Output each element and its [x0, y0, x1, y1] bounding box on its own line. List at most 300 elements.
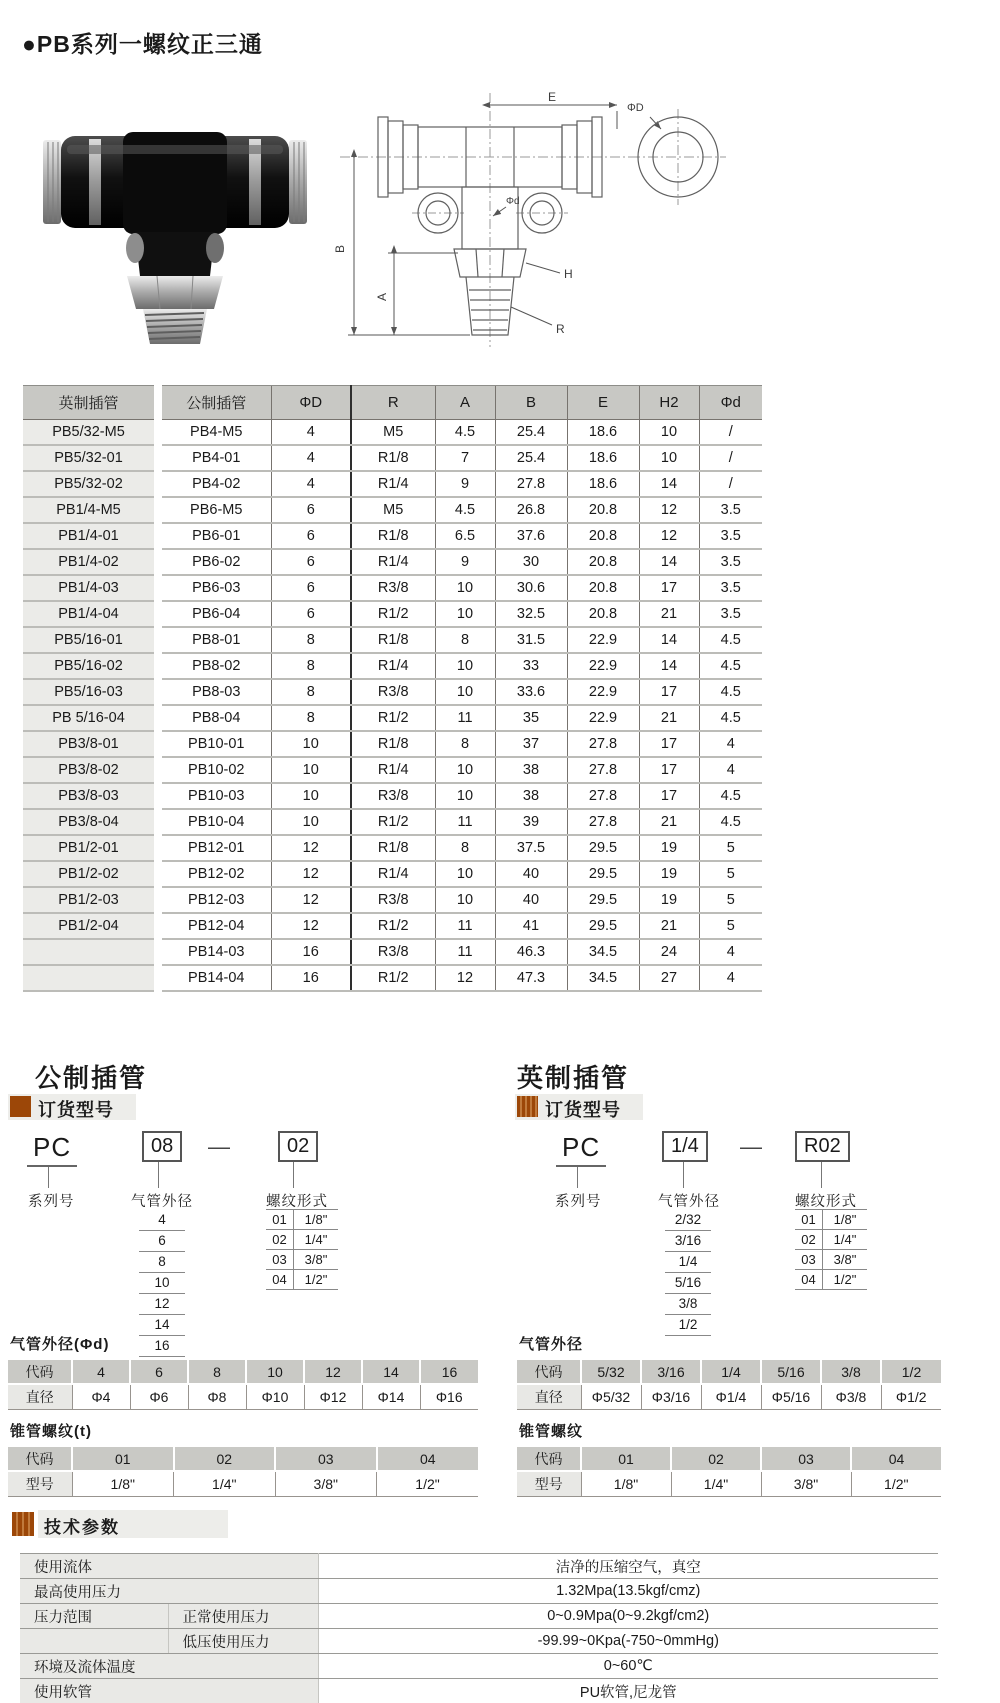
table-cell: PB12-04 [158, 913, 271, 939]
table-cell: M5 [351, 497, 435, 523]
row-label: 代码 [8, 1447, 72, 1471]
table-cell: 17 [639, 679, 699, 705]
table-cell: 21 [639, 913, 699, 939]
thread-table-imperial [517, 1447, 941, 1497]
table-cell: 17 [639, 575, 699, 601]
table-cell: R1/2 [351, 601, 435, 627]
tech-cell: 使用流体 [20, 1554, 318, 1579]
table-row [23, 523, 762, 549]
table-cell: 20.8 [567, 523, 639, 549]
table-cell: 1/4 [701, 1360, 761, 1384]
size-code-box: 1/4 [662, 1131, 708, 1162]
series-name-label: 系列号 [555, 1194, 602, 1210]
table-cell: PB1/4-01 [23, 523, 158, 549]
od-diameters-row [8, 1384, 478, 1410]
table-row [23, 939, 762, 965]
table-row [23, 575, 762, 601]
table-cell: R3/8 [351, 575, 435, 601]
table-cell: 1/8" [72, 1471, 174, 1497]
od-table-metric [8, 1360, 478, 1410]
tech-cell: PU软管,尼龙管 [318, 1679, 938, 1703]
table-cell: 30 [495, 549, 567, 575]
table-cell: Φ3/16 [641, 1384, 701, 1410]
order-code-icon [517, 1096, 538, 1117]
tube-od-option: 3/16 [665, 1231, 711, 1252]
table-cell: 6.5 [435, 523, 495, 549]
table-cell: 11 [435, 705, 495, 731]
row-label: 型号 [517, 1471, 581, 1497]
table-cell: 32.5 [495, 601, 567, 627]
table-cell: 17 [639, 731, 699, 757]
table-cell: 4 [699, 965, 762, 991]
table-cell: R1/2 [351, 809, 435, 835]
table-cell: PB10-02 [158, 757, 271, 783]
tube-od-label: 气管外径 [658, 1194, 720, 1210]
thread-code: 04 [266, 1270, 294, 1289]
thread-option-row [795, 1250, 867, 1270]
tech-cell: 洁净的压缩空气，真空 [318, 1554, 938, 1579]
table-cell: 40 [495, 887, 567, 913]
tech-cell: 0~60℃ [318, 1654, 938, 1679]
table-cell: 4.5 [435, 420, 495, 446]
table-cell: 10 [271, 809, 351, 835]
table-cell: R3/8 [351, 887, 435, 913]
table-cell: R1/2 [351, 965, 435, 991]
table-cell: 18.6 [567, 471, 639, 497]
table-cell: 10 [639, 420, 699, 446]
col-header-h2: H2 [639, 386, 699, 420]
table-cell: 3/8 [821, 1360, 881, 1384]
table-cell: M5 [351, 420, 435, 446]
table-cell: 8 [271, 705, 351, 731]
table-cell: 01 [72, 1447, 174, 1471]
table-cell: 20.8 [567, 549, 639, 575]
table-cell: 10 [435, 783, 495, 809]
thread-table-imperial-title: 锥管螺纹 [519, 1423, 584, 1440]
table-row [23, 809, 762, 835]
table-cell: PB10-04 [158, 809, 271, 835]
table-cell: 26.8 [495, 497, 567, 523]
table-cell: 14 [639, 653, 699, 679]
table-cell: 8 [271, 679, 351, 705]
table-cell: 40 [495, 861, 567, 887]
table-cell: 4 [271, 471, 351, 497]
table-cell: 3.5 [699, 523, 762, 549]
table-cell: PB5/32-02 [23, 471, 158, 497]
table-cell: 10 [435, 601, 495, 627]
table-cell: Φ12 [304, 1384, 362, 1410]
tech-cell [20, 1629, 168, 1654]
table-row [23, 679, 762, 705]
table-cell: 10 [246, 1360, 304, 1384]
table-cell: Φ10 [246, 1384, 304, 1410]
table-cell: 37 [495, 731, 567, 757]
thread-size: 1/4" [304, 1232, 328, 1247]
table-cell: R1/4 [351, 861, 435, 887]
order-code-icon [10, 1096, 31, 1117]
table-cell: 12 [271, 835, 351, 861]
series-code: PC [27, 1132, 77, 1167]
table-cell: 6 [130, 1360, 188, 1384]
row-label: 直径 [8, 1384, 72, 1410]
col-header-metric: 公制插管 [158, 386, 271, 420]
table-row [23, 471, 762, 497]
thread-option-row [795, 1230, 867, 1250]
thread-form-options [795, 1209, 867, 1290]
col-header-phid: Φd [699, 386, 762, 420]
table-row [23, 887, 762, 913]
table-cell: 7 [435, 445, 495, 471]
table-cell: 25.4 [495, 445, 567, 471]
thread-code: 04 [795, 1270, 823, 1289]
table-cell: PB1/4-02 [23, 549, 158, 575]
table-cell: PB 5/16-04 [23, 705, 158, 731]
table-cell: PB6-04 [158, 601, 271, 627]
table-cell: 14 [639, 549, 699, 575]
thread-option-row [795, 1270, 867, 1290]
technical-drawing [330, 85, 730, 355]
thread-code: 01 [795, 1210, 823, 1229]
thread-size: 3/8" [833, 1252, 857, 1267]
tube-od-option: 6 [139, 1231, 185, 1252]
table-cell: PB14-03 [158, 939, 271, 965]
tube-od-option: 5/16 [665, 1273, 711, 1294]
table-row [23, 549, 762, 575]
thread-codes-row [8, 1447, 478, 1471]
od-table-imperial [517, 1360, 941, 1410]
table-cell: 1/4" [671, 1471, 761, 1497]
table-cell: Φ4 [72, 1384, 130, 1410]
table-cell: 10 [435, 653, 495, 679]
table-cell: / [699, 420, 762, 446]
table-cell: R1/8 [351, 445, 435, 471]
thread-option-row [266, 1230, 338, 1250]
table-cell: 6 [271, 497, 351, 523]
table-cell: 19 [639, 887, 699, 913]
od-table-metric-title: 气管外径(Φd) [10, 1336, 110, 1353]
dim-label-a: A [375, 292, 389, 301]
table-cell: PB10-03 [158, 783, 271, 809]
table-cell: 1/8" [581, 1471, 671, 1497]
table-cell: 9 [435, 471, 495, 497]
table-cell: 5 [699, 861, 762, 887]
table-cell: 34.5 [567, 965, 639, 991]
table-cell [23, 965, 158, 991]
table-cell: 29.5 [567, 913, 639, 939]
table-cell: PB4-M5 [158, 420, 271, 446]
metric-order-section [0, 1040, 480, 1360]
tube-od-option: 16 [139, 1336, 185, 1357]
thread-form-label: 螺纹形式 [266, 1194, 328, 1210]
table-cell: 11 [435, 939, 495, 965]
thread-code: 02 [266, 1230, 294, 1249]
table-cell: 12 [271, 861, 351, 887]
tech-params-title: 技术参数 [44, 1518, 120, 1537]
table-cell: PB8-01 [158, 627, 271, 653]
thread-code-box: 02 [278, 1131, 318, 1162]
dim-label-phid: Φd [506, 196, 520, 207]
series-name-label: 系列号 [28, 1194, 75, 1210]
table-cell: 3.5 [699, 575, 762, 601]
tube-od-option: 12 [139, 1294, 185, 1315]
table-cell: 38 [495, 757, 567, 783]
table-cell: 16 [271, 965, 351, 991]
table-cell: 34.5 [567, 939, 639, 965]
table-row [23, 497, 762, 523]
table-cell: R3/8 [351, 679, 435, 705]
tube-od-option: 3/8 [665, 1294, 711, 1315]
table-cell: 10 [435, 757, 495, 783]
table-cell: 12 [271, 913, 351, 939]
col-header-e: E [567, 386, 639, 420]
table-row [23, 965, 762, 991]
table-cell: PB8-03 [158, 679, 271, 705]
table-cell: 27.8 [495, 471, 567, 497]
table-cell: 24 [639, 939, 699, 965]
od-table-metric-wrap [8, 1333, 478, 1410]
thread-code: 03 [795, 1250, 823, 1269]
table-cell: PB6-02 [158, 549, 271, 575]
od-codes-row [517, 1360, 941, 1384]
thread-code-box: R02 [795, 1131, 850, 1162]
table-cell: 10 [435, 861, 495, 887]
table-cell: PB4-01 [158, 445, 271, 471]
tech-cell: 1.32Mpa(13.5kgf/cmz) [318, 1579, 938, 1604]
table-cell: 14 [639, 627, 699, 653]
thread-option-row [795, 1210, 867, 1230]
table-cell: 3.5 [699, 497, 762, 523]
thread-table-imperial-wrap [517, 1420, 941, 1497]
table-cell: PB5/16-01 [23, 627, 158, 653]
table-cell: 04 [851, 1447, 941, 1471]
table-row [23, 913, 762, 939]
table-cell: PB5/16-03 [23, 679, 158, 705]
table-cell: 1/2" [377, 1471, 479, 1497]
row-label: 代码 [8, 1360, 72, 1384]
table-cell: 33.6 [495, 679, 567, 705]
table-row [23, 653, 762, 679]
dim-label-b: B [333, 244, 347, 253]
table-cell: / [699, 445, 762, 471]
tech-cell: 使用软管 [20, 1679, 318, 1703]
code-dash: — [740, 1134, 762, 1159]
table-cell: 8 [435, 731, 495, 757]
table-row [23, 445, 762, 471]
table-cell: 35 [495, 705, 567, 731]
row-label: 型号 [8, 1471, 72, 1497]
tech-cell: 低压使用压力 [168, 1629, 318, 1654]
table-cell: 18.6 [567, 445, 639, 471]
thread-code: 03 [266, 1250, 294, 1269]
table-row [23, 601, 762, 627]
table-cell: Φ1/4 [701, 1384, 761, 1410]
connector-line [683, 1162, 684, 1188]
table-cell: 3/16 [641, 1360, 701, 1384]
spec-table-body [23, 420, 762, 992]
table-cell: 10 [435, 575, 495, 601]
table-cell: Φ1/2 [881, 1384, 941, 1410]
table-cell: R3/8 [351, 783, 435, 809]
table-cell: 38 [495, 783, 567, 809]
table-cell: 6 [271, 601, 351, 627]
thread-table-metric-title: 锥管螺纹(t) [10, 1423, 92, 1440]
table-cell: 25.4 [495, 420, 567, 446]
table-cell: 8 [435, 627, 495, 653]
imperial-section-heading: 英制插管 [517, 1063, 630, 1093]
connector-line [821, 1162, 822, 1188]
table-cell: 12 [639, 497, 699, 523]
table-cell: 10 [639, 445, 699, 471]
table-cell: 4 [271, 445, 351, 471]
table-cell: 16 [271, 939, 351, 965]
table-cell: 27 [639, 965, 699, 991]
tech-row [20, 1679, 938, 1703]
od-diameters-row [517, 1384, 941, 1410]
table-cell: PB12-03 [158, 887, 271, 913]
spec-table-header-row [23, 386, 762, 420]
thread-size: 1/8" [304, 1212, 328, 1227]
table-cell: 8 [271, 627, 351, 653]
table-cell: 3.5 [699, 601, 762, 627]
table-cell: PB1/2-04 [23, 913, 158, 939]
table-cell: 27.8 [567, 783, 639, 809]
table-cell: 3/8" [761, 1471, 851, 1497]
table-cell: 10 [435, 679, 495, 705]
table-cell: 33 [495, 653, 567, 679]
connector-line [48, 1167, 49, 1188]
thread-code: 02 [795, 1230, 823, 1249]
table-cell: 18.6 [567, 420, 639, 446]
table-cell: 10 [435, 887, 495, 913]
table-cell: 4 [72, 1360, 130, 1384]
table-cell: 9 [435, 549, 495, 575]
table-cell: PB12-01 [158, 835, 271, 861]
table-cell: 02 [671, 1447, 761, 1471]
table-cell: PB1/2-02 [23, 861, 158, 887]
table-cell: 14 [362, 1360, 420, 1384]
table-cell: 03 [275, 1447, 377, 1471]
table-cell: PB5/32-01 [23, 445, 158, 471]
tech-cell: 最高使用压力 [20, 1579, 318, 1604]
table-cell: 4.5 [699, 627, 762, 653]
table-cell: 10 [271, 731, 351, 757]
table-cell: 17 [639, 783, 699, 809]
table-cell: Φ14 [362, 1384, 420, 1410]
table-cell: R1/4 [351, 549, 435, 575]
table-cell: 4 [699, 757, 762, 783]
table-cell: 22.9 [567, 705, 639, 731]
table-cell: 14 [639, 471, 699, 497]
table-cell: 37.6 [495, 523, 567, 549]
table-cell: R1/8 [351, 835, 435, 861]
table-cell: PB3/8-01 [23, 731, 158, 757]
table-cell: 21 [639, 601, 699, 627]
table-cell: 29.5 [567, 835, 639, 861]
table-cell: Φ3/8 [821, 1384, 881, 1410]
table-cell: 12 [271, 887, 351, 913]
table-cell: PB5/32-M5 [23, 420, 158, 446]
table-cell: 4.5 [435, 497, 495, 523]
table-cell: 22.9 [567, 627, 639, 653]
table-cell: 10 [271, 783, 351, 809]
row-label: 代码 [517, 1360, 581, 1384]
table-cell: 11 [435, 809, 495, 835]
col-header-r: R [351, 386, 435, 420]
thread-option-row [266, 1210, 338, 1230]
table-cell: 3.5 [699, 549, 762, 575]
table-cell: 4 [699, 939, 762, 965]
thread-form-options [266, 1209, 338, 1290]
tech-cell: 0~0.9Mpa(0~9.2kgf/cm2) [318, 1604, 938, 1629]
table-cell: PB6-M5 [158, 497, 271, 523]
table-cell: R1/8 [351, 731, 435, 757]
thread-option-row [266, 1270, 338, 1290]
table-cell: R1/8 [351, 523, 435, 549]
table-cell: 29.5 [567, 887, 639, 913]
order-code-label: 订货型号 [38, 1100, 114, 1120]
row-label: 代码 [517, 1447, 581, 1471]
table-row [23, 835, 762, 861]
table-cell: 4.5 [699, 679, 762, 705]
table-cell: 20.8 [567, 575, 639, 601]
table-cell: 27.8 [567, 809, 639, 835]
table-cell: PB3/8-03 [23, 783, 158, 809]
thread-table-metric-wrap [8, 1420, 478, 1497]
table-cell: 22.9 [567, 653, 639, 679]
table-cell: 21 [639, 705, 699, 731]
table-cell: 22.9 [567, 679, 639, 705]
thread-table-metric [8, 1447, 478, 1497]
connector-line [577, 1167, 578, 1188]
table-cell: 19 [639, 861, 699, 887]
table-cell: PB1/4-04 [23, 601, 158, 627]
table-cell: 3/8" [275, 1471, 377, 1497]
table-cell: 17 [639, 757, 699, 783]
col-header-imperial: 英制插管 [23, 386, 158, 420]
thread-code: 01 [266, 1210, 294, 1229]
table-cell: R1/8 [351, 627, 435, 653]
table-cell: 4 [699, 731, 762, 757]
table-cell: 27.8 [567, 731, 639, 757]
size-code-box: 08 [142, 1131, 182, 1162]
tech-row [20, 1554, 938, 1579]
thread-size: 1/2" [833, 1272, 857, 1287]
thread-size: 1/8" [833, 1212, 857, 1227]
table-cell: PB6-01 [158, 523, 271, 549]
tech-cell: 环境及流体温度 [20, 1654, 318, 1679]
tech-row [20, 1629, 938, 1654]
tube-od-option: 10 [139, 1273, 185, 1294]
table-cell: R1/4 [351, 653, 435, 679]
table-cell: 8 [188, 1360, 246, 1384]
table-cell: 4 [271, 420, 351, 446]
table-cell: 30.6 [495, 575, 567, 601]
table-cell: PB3/8-04 [23, 809, 158, 835]
connector-line [158, 1162, 159, 1188]
table-cell: 12 [435, 965, 495, 991]
table-cell: 1/2 [881, 1360, 941, 1384]
table-cell: 4.5 [699, 653, 762, 679]
order-code-label: 订货型号 [545, 1100, 621, 1120]
table-cell: / [699, 471, 762, 497]
table-cell: PB14-04 [158, 965, 271, 991]
table-cell: PB3/8-02 [23, 757, 158, 783]
table-cell: PB8-02 [158, 653, 271, 679]
table-cell: 41 [495, 913, 567, 939]
table-cell: 8 [271, 653, 351, 679]
table-cell: 04 [377, 1447, 479, 1471]
table-cell: PB1/4-03 [23, 575, 158, 601]
